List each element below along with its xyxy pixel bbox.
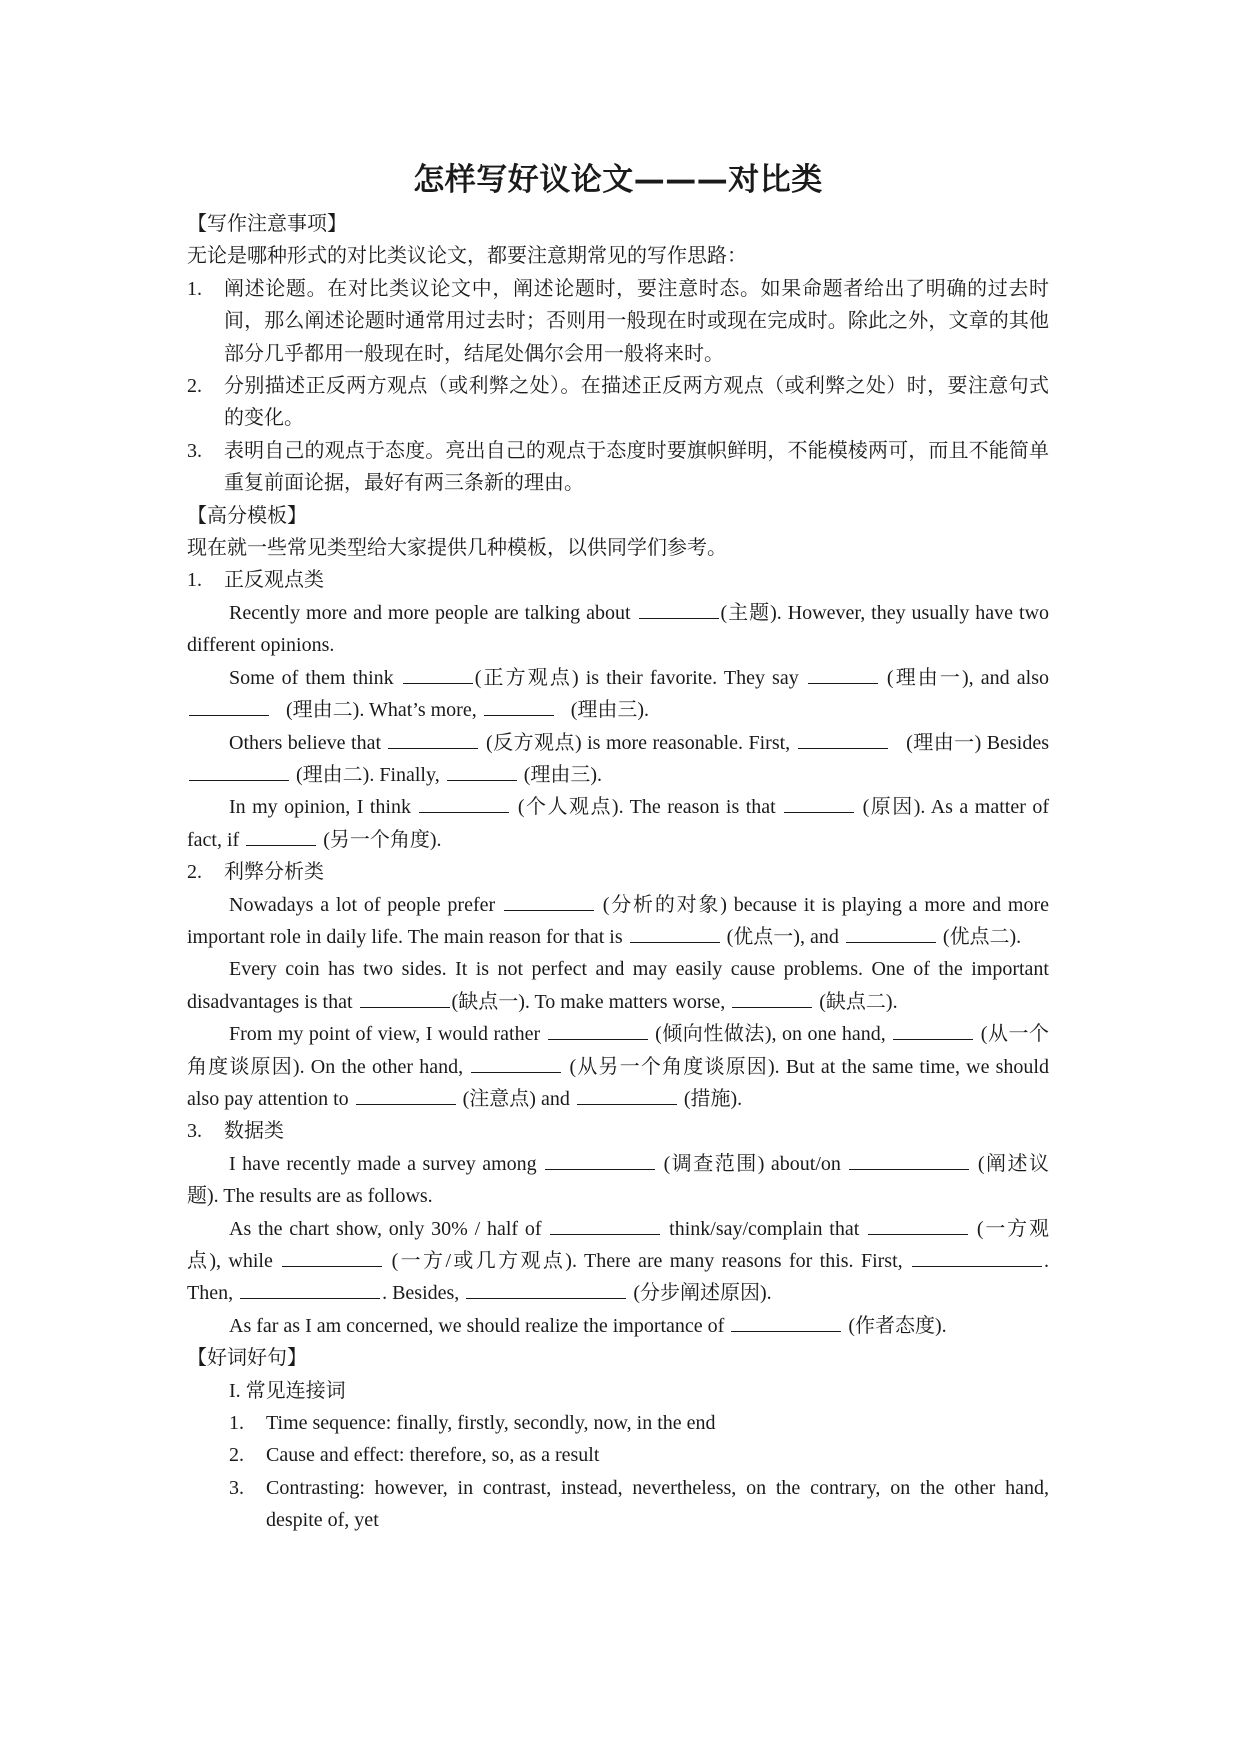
template-text: (从另一个角度谈原因). But at the same time, we should also pay attention to <box>187 1055 1054 1110</box>
template-paragraph <box>187 791 1054 856</box>
fill-in-blank[interactable] <box>784 794 854 813</box>
section-title: 利弊分析类 <box>224 861 324 884</box>
template-section-heading <box>187 856 1049 888</box>
fill-in-blank[interactable] <box>484 697 554 716</box>
fill-in-blank[interactable] <box>731 1313 841 1332</box>
item-text: Cause and effect: therefore, so, as a result <box>266 1444 600 1467</box>
item-text: 分别描述正反两方观点（或利弊之处）。在描述正反两方观点（或利弊之处）时，要注意句式的变化。 <box>224 375 1049 430</box>
template-text: (正方观点) is their favorite. They say <box>474 666 806 689</box>
item-number: 3. <box>187 439 202 462</box>
fill-in-blank[interactable] <box>504 892 594 911</box>
template-text: Recently more and more people are talking about <box>229 601 637 624</box>
phrases-subheading: I. 常见连接词 <box>229 1379 346 1402</box>
template-text: (优点二). <box>937 925 1022 948</box>
fill-in-blank[interactable] <box>471 1054 561 1073</box>
template-paragraph <box>187 1148 1049 1213</box>
template-text: (原因). As a matter of fact, if <box>187 796 1054 851</box>
item-text: 阐述论题。在对比类议论文中，阐述论题时，要注意时态。如果命题者给出了明确的过去时间，那么阐述论题时通常用过去时；否则用一般现在时或现在完成时。除此之外，文章的其他部分几乎都用一般现在时，结尾处偶尔会用一般将来时。 <box>224 277 1049 365</box>
notes-item <box>187 370 1049 435</box>
template-text: I have recently made a survey among <box>229 1152 544 1175</box>
template-text: (优点一), and <box>721 925 844 948</box>
template-paragraph <box>187 953 1054 1018</box>
templates-heading: 【高分模板】 <box>187 504 307 527</box>
template-text: (一方观点), while <box>187 1217 1049 1272</box>
notes-item <box>187 435 1049 500</box>
template-text: From my point of view, I would rather <box>229 1023 546 1046</box>
template-section-heading <box>187 1115 1049 1147</box>
fill-in-blank[interactable] <box>545 1151 655 1170</box>
section-number: 3. <box>187 1120 202 1143</box>
fill-in-blank[interactable] <box>550 1216 660 1235</box>
fill-in-blank[interactable] <box>912 1248 1042 1267</box>
template-sections <box>187 564 1065 1342</box>
fill-in-blank[interactable] <box>846 924 936 943</box>
templates-intro: 现在就一些常见类型给大家提供几种模板，以供同学们参考。 <box>187 537 727 560</box>
fill-in-blank[interactable] <box>893 1021 973 1040</box>
fill-in-blank[interactable] <box>360 989 450 1008</box>
template-text: think/say/complain that <box>662 1217 867 1240</box>
fill-in-blank[interactable] <box>419 794 509 813</box>
fill-in-blank[interactable] <box>868 1216 968 1235</box>
fill-in-blank[interactable] <box>246 827 316 846</box>
fill-in-blank[interactable] <box>732 989 812 1008</box>
fill-in-blank[interactable] <box>189 762 289 781</box>
item-number: 1. <box>187 277 202 300</box>
item-text: Contrasting: however, in contrast, instead, nevertheless, on the contrary, on the other hand, despite of, yet <box>266 1476 1049 1532</box>
template-text: (个人观点). The reason is that <box>511 796 783 819</box>
template-text: (调查范围) about/on <box>657 1152 848 1175</box>
template-text: (理由二). Finally, <box>291 763 445 786</box>
template-text: In my opinion, I think <box>229 796 418 819</box>
section-number: 2. <box>187 861 202 884</box>
template-text: (理由一) Besides <box>889 731 1054 754</box>
fill-in-blank[interactable] <box>466 1280 626 1299</box>
template-text: (理由三). <box>555 699 650 722</box>
phrase-item <box>229 1407 1049 1439</box>
notes-list <box>187 273 1049 500</box>
template-paragraph <box>187 662 1054 727</box>
fill-in-blank[interactable] <box>189 697 269 716</box>
template-text: Some of them think <box>229 666 401 689</box>
template-section-heading <box>187 564 1049 596</box>
phrase-item <box>229 1439 1049 1471</box>
template-text: (一方/或几方观点). There are many reasons for this. First, <box>384 1250 911 1272</box>
template-paragraph <box>187 597 1055 662</box>
fill-in-blank[interactable] <box>849 1151 969 1170</box>
template-paragraph <box>187 1213 1065 1310</box>
template-text: (缺点二). <box>814 990 898 1013</box>
template-paragraph <box>187 1018 1054 1115</box>
template-text: (注意点) and <box>457 1087 575 1110</box>
template-text: As the chart show, only 30% / half of <box>229 1217 549 1240</box>
template-text: . Besides, <box>382 1282 465 1305</box>
item-number: 1. <box>229 1412 244 1435</box>
item-number: 2. <box>229 1444 244 1467</box>
document-page <box>187 158 1065 1537</box>
document-title: 怎样写好议论文———对比类 <box>413 162 823 198</box>
template-text: (阐述议题). The results are as follows. <box>187 1152 1049 1208</box>
template-text: (理由二). What’s more, <box>271 699 482 722</box>
fill-in-blank[interactable] <box>447 762 517 781</box>
template-text: (从一个角度谈原因). On the other hand, <box>187 1023 1049 1078</box>
fill-in-blank[interactable] <box>639 600 719 619</box>
template-text: (分步阐述原因). <box>628 1282 772 1305</box>
template-text: (作者态度). <box>843 1314 947 1337</box>
fill-in-blank[interactable] <box>808 665 878 684</box>
template-paragraph <box>187 889 1055 954</box>
notes-item <box>187 273 1049 370</box>
phrase-item <box>229 1472 1049 1537</box>
item-number: 2. <box>187 375 202 398</box>
fill-in-blank[interactable] <box>630 924 720 943</box>
template-text: (另一个角度). <box>318 828 442 851</box>
fill-in-blank[interactable] <box>548 1021 648 1040</box>
fill-in-blank[interactable] <box>356 1086 456 1105</box>
section-title: 正反观点类 <box>224 569 324 592</box>
notes-heading: 【写作注意事项】 <box>187 213 347 235</box>
fill-in-blank[interactable] <box>282 1248 382 1267</box>
phrases-heading: 【好词好句】 <box>187 1347 307 1370</box>
item-number: 3. <box>229 1476 244 1499</box>
template-text: As far as I am concerned, we should realize the importance of <box>229 1314 730 1337</box>
item-text: 表明自己的观点于态度。亮出自己的观点于态度时要旗帜鲜明，不能模棱两可，而且不能简单重复前面论据，最好有两三条新的理由。 <box>224 439 1049 495</box>
template-text: Nowadays a lot of people prefer <box>229 893 502 916</box>
template-text: (主题). However, they usually have two different opinions. <box>187 601 1055 657</box>
fill-in-blank[interactable] <box>798 730 888 749</box>
fill-in-blank[interactable] <box>577 1086 677 1105</box>
item-text: Time sequence: finally, firstly, secondly, now, in the end <box>266 1412 716 1435</box>
template-text: (理由三). <box>518 763 603 786</box>
template-text: . Then, <box>187 1250 1065 1305</box>
template-text: (措施). <box>678 1087 743 1110</box>
notes-intro: 无论是哪种形式的对比类议论文，都要注意期常见的写作思路： <box>187 245 747 268</box>
template-text: (缺点一). To make matters worse, <box>451 990 731 1013</box>
template-text: (倾向性做法), on one hand, <box>649 1023 892 1046</box>
template-paragraph <box>187 727 1054 792</box>
template-text: (反方观点) is more reasonable. First, <box>480 731 796 754</box>
section-title: 数据类 <box>224 1120 284 1143</box>
fill-in-blank[interactable] <box>403 665 473 684</box>
section-number: 1. <box>187 569 202 592</box>
phrases-list <box>187 1407 1049 1537</box>
template-text: Every coin has two sides. It is not perfect and may easily cause problems. One of the important disadvantages is that <box>187 958 1054 1013</box>
fill-in-blank[interactable] <box>388 730 478 749</box>
template-text: Others believe that <box>229 731 387 754</box>
template-text: (理由一), and also <box>879 666 1054 689</box>
template-paragraph <box>187 1310 1049 1342</box>
template-text: (分析的对象) because it is playing a more and more important role in daily life. The main reason for that is <box>187 893 1055 948</box>
fill-in-blank[interactable] <box>240 1280 380 1299</box>
